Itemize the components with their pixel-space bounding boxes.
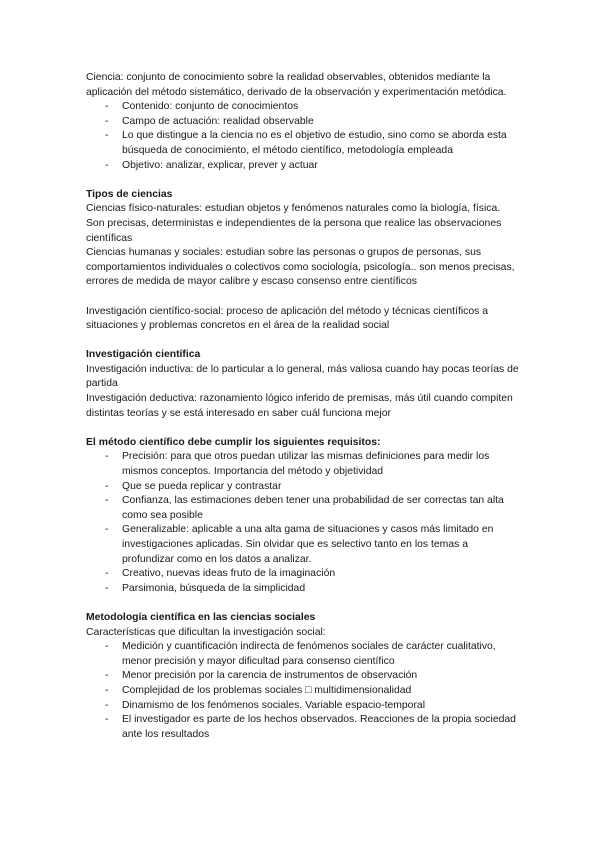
spacer [86,173,520,188]
list-item: - El investigador es parte de los hechos observados. Reacciones de la propia sociedad ante los resultados [122,713,520,742]
metodologia-bullet-list [86,640,520,742]
list-item: - Medición y cuantificación indirecta de fenómenos sociales de carácter cualitativo, menor precisión y mayor dificultad para consenso científico [122,640,520,669]
ciencia-bullet-list [86,100,520,173]
metodologia-heading: Metodología científica en las ciencias sociales [86,611,316,623]
requisitos-heading: El método científico debe cumplir los siguientes requisitos: [86,436,381,448]
spacer [86,334,520,349]
investigacion-deductiva: Investigación deductiva: razonamiento lógico inferido de premisas, más útil cuando compiten distintas teorías y se está interesado en saber cuál funciona mejor [86,393,513,419]
list-item: - Generalizable: aplicable a una alta gama de situaciones y casos más limitado en investigaciones aplicadas. Sin olvidar que es selectivo tanto en los temas a profundizar como en los datos a analizar. [122,523,520,567]
tipos-heading: Tipos de ciencias [86,188,173,200]
list-item: - Que se pueda replicar y contrastar [122,480,520,495]
requisitos-bullet-list [86,450,520,596]
investigacion-cientifico-social: Investigación científico-social: proceso de aplicación del método y técnicas científicos a situaciones y problemas concretos en el área de la realidad social [86,305,488,332]
investigacion-heading: Investigación científica [86,349,201,361]
list-item: - Dinamismo de los fenómenos sociales. Variable espacio-temporal [122,699,520,714]
list-item: - Contenido: conjunto de conocimientos [122,100,520,115]
list-item: - Lo que distingue a la ciencia no es el objetivo de estudio, sino como se aborda esta búsqueda de conocimiento, el método científico, metodología empleada [122,129,520,158]
investigacion-inductiva: Investigación inductiva: de lo particular a lo general, más valiosa cuando hay pocas teorías de partida [86,363,519,390]
ciencias-fisico-naturales: Ciencias físico-naturales: estudian objetos y fenómenos naturales como la biología, física. Son precisas, deterministas e independientes de la persona que realice las observaciones científicas [86,203,502,244]
ciencias-humanas-sociales: Ciencias humanas y sociales: estudian sobre las personas o grupos de personas, sus comportamientos individuales o colectivos como sociología, psicología.. son menos precisas, errores de medida de mayor calibre y escaso consenso entre científicos [86,247,515,288]
spacer [86,421,520,436]
list-item: - Creativo, nuevas ideas fruto de la imaginación [122,567,520,582]
list-item: - Complejidad de los problemas sociales □ multidimensionalidad [122,684,520,699]
metodologia-intro: Características que dificultan la investigación social: [86,626,326,638]
list-item: - Confianza, las estimaciones deben tener una probabilidad de ser correctas tan alta como sea posible [122,494,520,523]
spacer [86,290,520,305]
spacer [86,596,520,611]
list-item: - Campo de actuación: realidad observable [122,115,520,130]
ciencia-definition: Ciencia: conjunto de conocimiento sobre la realidad observables, obtenidos mediante la aplicación del método sistemático, derivado de la observación y experimentación metódica. [86,72,507,98]
list-item: - Parsimonia, búsqueda de la simplicidad [122,582,520,597]
list-item: - Objetivo: analizar, explicar, prever y actuar [122,159,520,174]
list-item: - Precisión: para que otros puedan utilizar las mismas definiciones para medir los mismos conceptos. Importancia del método y objetividad [122,450,520,479]
list-item: - Menor precisión por la carencia de instrumentos de observación [122,669,520,684]
